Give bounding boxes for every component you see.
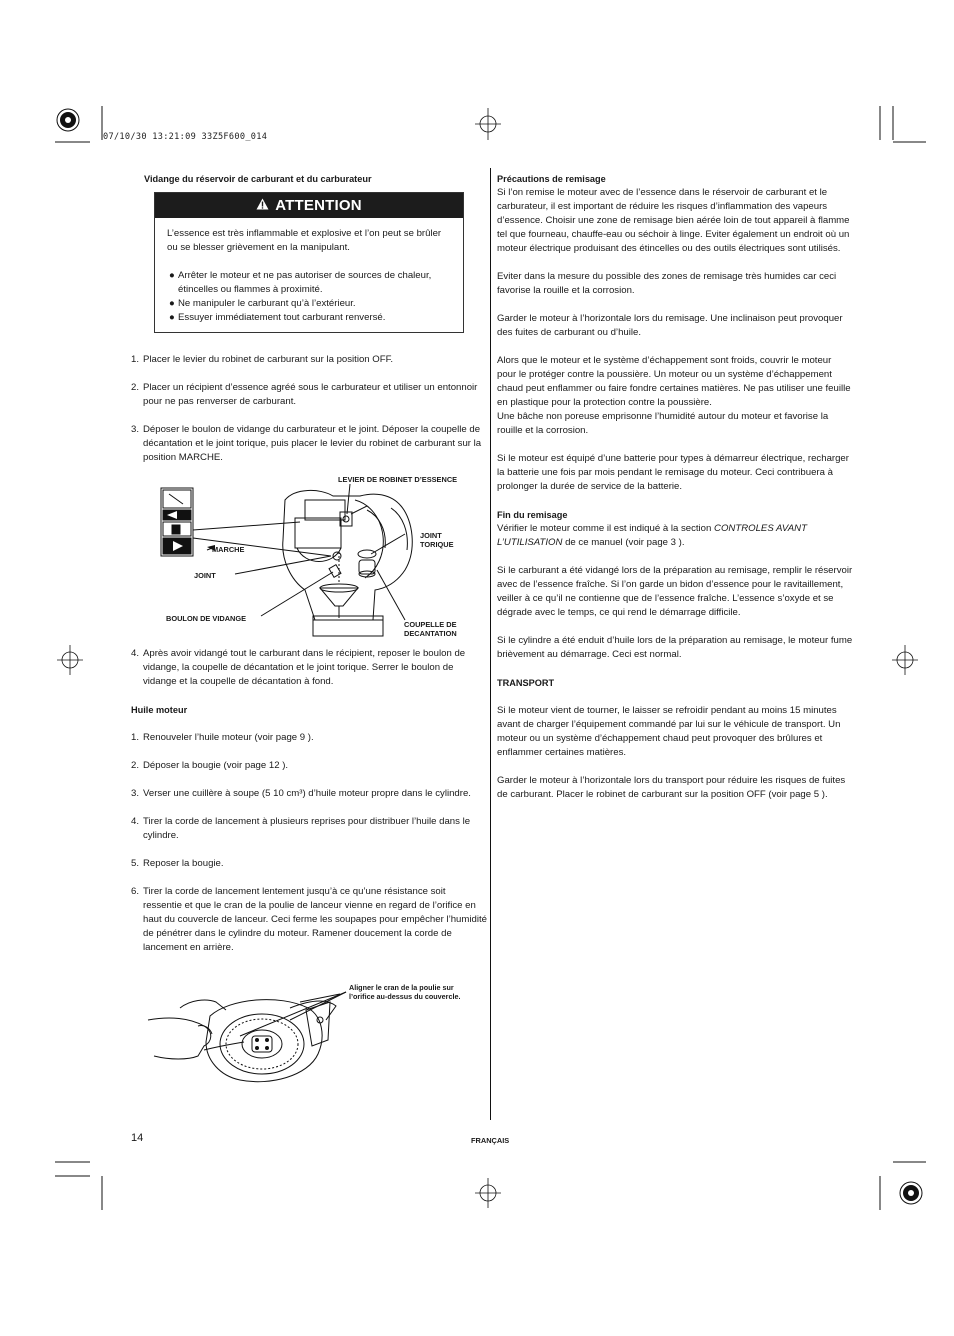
section-title-oil: Huile moteur — [131, 705, 188, 715]
language-label: FRANÇAIS — [471, 1136, 510, 1145]
paragraph: Si le moteur vient de tourner, le laisser se refroidir pendant au moins 15 minutes avant de charger l’équipement commandé par lui sur le véhicule de transport. Un moteur ou un système d’échappement chaud peut provoquer des brûlures et enflammer certaines matières. — [497, 705, 841, 758]
drain-bolt-label: BOULON DE VIDANGE — [166, 614, 247, 623]
section-title-end-storage: Fin du remisage — [497, 510, 568, 520]
list-item: 3. Verser une cuillère à soupe (5 10 cm³) d’huile moteur propre dans le cylindre. — [131, 788, 471, 799]
print-header: 07/10/30 13:21:09 33Z5F600_014 — [103, 132, 268, 142]
list-item: 2. Placer un récipient d’essence agréé sous le carburateur et utiliser un entonnoir pour ne pas renverser de carburant. — [131, 382, 478, 407]
list-item: 2. Déposer la bougie (voir page 12 ). — [131, 760, 289, 771]
paragraph: Garder le moteur à l’horizontale lors du transport pour réduire les risques de fuites de carburant. Placer le robinet de carburant sur la position OFF (voir page 5 ). — [497, 775, 846, 800]
column-divider — [490, 168, 491, 1120]
list-item: 3. Déposer le boulon de vidange du carburateur et le joint. Déposer la coupelle de décantation et le joint torique, puis placer le levier du robinet de carburant sur la position MARCHE. — [131, 424, 482, 463]
list-item: 4. Tirer la corde de lancement à plusieurs reprises pour distribuer l’huile dans le cylindre. — [131, 816, 471, 841]
fuel-lever-label: LEVIER DE ROBINET D’ESSENCE — [338, 475, 458, 484]
section-title-storage: Précautions de remisage — [497, 174, 606, 184]
carburetor-drain-figure — [155, 470, 490, 645]
paragraph: Si le carburant a été vidangé lors de la préparation au remisage, remplir le réservoir avec de l’essence fraîche. Si l’on garde un bidon d’essence pour le ravitaillement, veiller à ce qu’il ne contienne que de l’essence fraîche. L’essence s’oxyde et se dégrade avec le temps, ce qui rend le démarrage difficile. — [497, 565, 853, 618]
list-item: 1. Placer le levier du robinet de carburant sur la position OFF. — [131, 354, 394, 365]
right-column — [497, 172, 853, 816]
attention-bullet: ● Arrêter le moteur et ne pas autoriser de sources de chaleur, étincelles ou flammes à proximité. — [169, 270, 432, 295]
paragraph: Si le cylindre a été enduit d’huile lors de la préparation au remisage, le moteur fume brièvement au démarrage. Ceci est normal. — [497, 635, 853, 660]
page-number: 14 — [131, 1132, 144, 1144]
attention-bullet: ● Ne manipuler le carburant qu’à l’extérieur. — [169, 298, 356, 309]
section-title-drain: Vidange du réservoir de carburant et du carburateur — [144, 174, 372, 184]
paragraph: Une bâche non poreuse emprisonne l’humidité autour du moteur et favorise la rouille et la corrosion. — [497, 411, 829, 436]
paragraph: Garder le moteur à l’horizontale lors du remisage. Une inclinaison peut provoquer des fuites de carburant ou d’huile. — [497, 313, 843, 338]
paragraph: Eviter dans la mesure du possible des zones de remisage très humides car ceci favorise la rouille et la corrosion. — [497, 271, 837, 296]
paragraph: Vérifier le moteur comme il est indiqué à la section CONTROLES AVANT L’UTILISATION de ce manuel (voir page 3 ). — [497, 523, 807, 548]
list-item: 4. Après avoir vidangé tout le carburant dans le récipient, reposer le boulon de vidange, la coupelle de décantation et le joint torique. Serrer le boulon de vidange et la coupelle de décantation à fond. — [131, 648, 466, 687]
recoil-starter-figure — [140, 980, 490, 1090]
attention-box — [154, 192, 464, 333]
list-item: 5. Reposer la bougie. — [131, 858, 224, 869]
attention-header — [155, 193, 463, 218]
align-label-line1: Aligner le cran de la poulie sur — [349, 983, 454, 992]
oring-label-line1: JOINT — [420, 531, 442, 540]
attention-title: ATTENTION — [275, 196, 362, 214]
paragraph: Si l’on remise le moteur avec de l’essence dans le réservoir de carburant et le carburateur, il est important de réduire les risques d’inflammation des vapeurs d’essence. Choisir une zone de remisage bien aérée loin de tout appareil à flamme tel que fourneau, chauffe-eau ou séchoir à linge. Eviter également un endroit où un moteur électrique produisant des étincelles ou des outils électriques sont utilisés. — [497, 187, 850, 254]
list-item: 6. Tirer la corde de lancement lentement jusqu’à ce qu’une résistance soit ressentie et que le cran de la poulie de lanceur vienne en regard de l’orifice en haut du couvercle de lanceur. Ceci ferme les soupapes pour empêcher l’humidité de pénétrer dans le cylindre du moteur. Ramener doucement la corde de lancement en arrière. — [131, 886, 487, 953]
oil-section — [131, 647, 487, 969]
list-item: 1. Renouveler l’huile moteur (voir page 9 ). — [131, 732, 314, 743]
drain-steps-list — [131, 353, 487, 479]
sediment-cup-label-line1: COUPELLE DE — [404, 620, 457, 629]
attention-bullet: ● Essuyer immédiatement tout carburant renversé. — [169, 312, 386, 323]
sediment-cup-label-line2: DECANTATION — [404, 629, 457, 638]
marche-label: MARCHE — [212, 545, 245, 554]
paragraph: Alors que le moteur et le système d’échappement sont froids, couvrir le moteur pour le protéger contre la poussière. Un moteur ou un système d’échappement chaud peut enflammer ou faire fondre certaines matières. Ne pas utiliser une feuille en plastique pour la protection contre la poussière. — [497, 355, 851, 408]
attention-intro: L’essence est très inflammable et explosive et l’on peut se brûler ou se blesser grièvement en la manipulant. — [167, 228, 442, 253]
paragraph: Si le moteur est équipé d’une batterie pour types à démarreur électrique, recharger la batterie une fois par mois pendant le remisage du moteur. Ceci contribuera à prolonger la durée de service de la batterie. — [497, 453, 849, 492]
section-title-transport: TRANSPORT — [497, 678, 555, 688]
warning-triangle-icon — [256, 198, 269, 213]
joint-label: JOINT — [194, 571, 216, 580]
oring-label-line2: TORIQUE — [420, 540, 454, 549]
align-label-line2: l’orifice au-dessus du couvercle. — [349, 992, 461, 1001]
